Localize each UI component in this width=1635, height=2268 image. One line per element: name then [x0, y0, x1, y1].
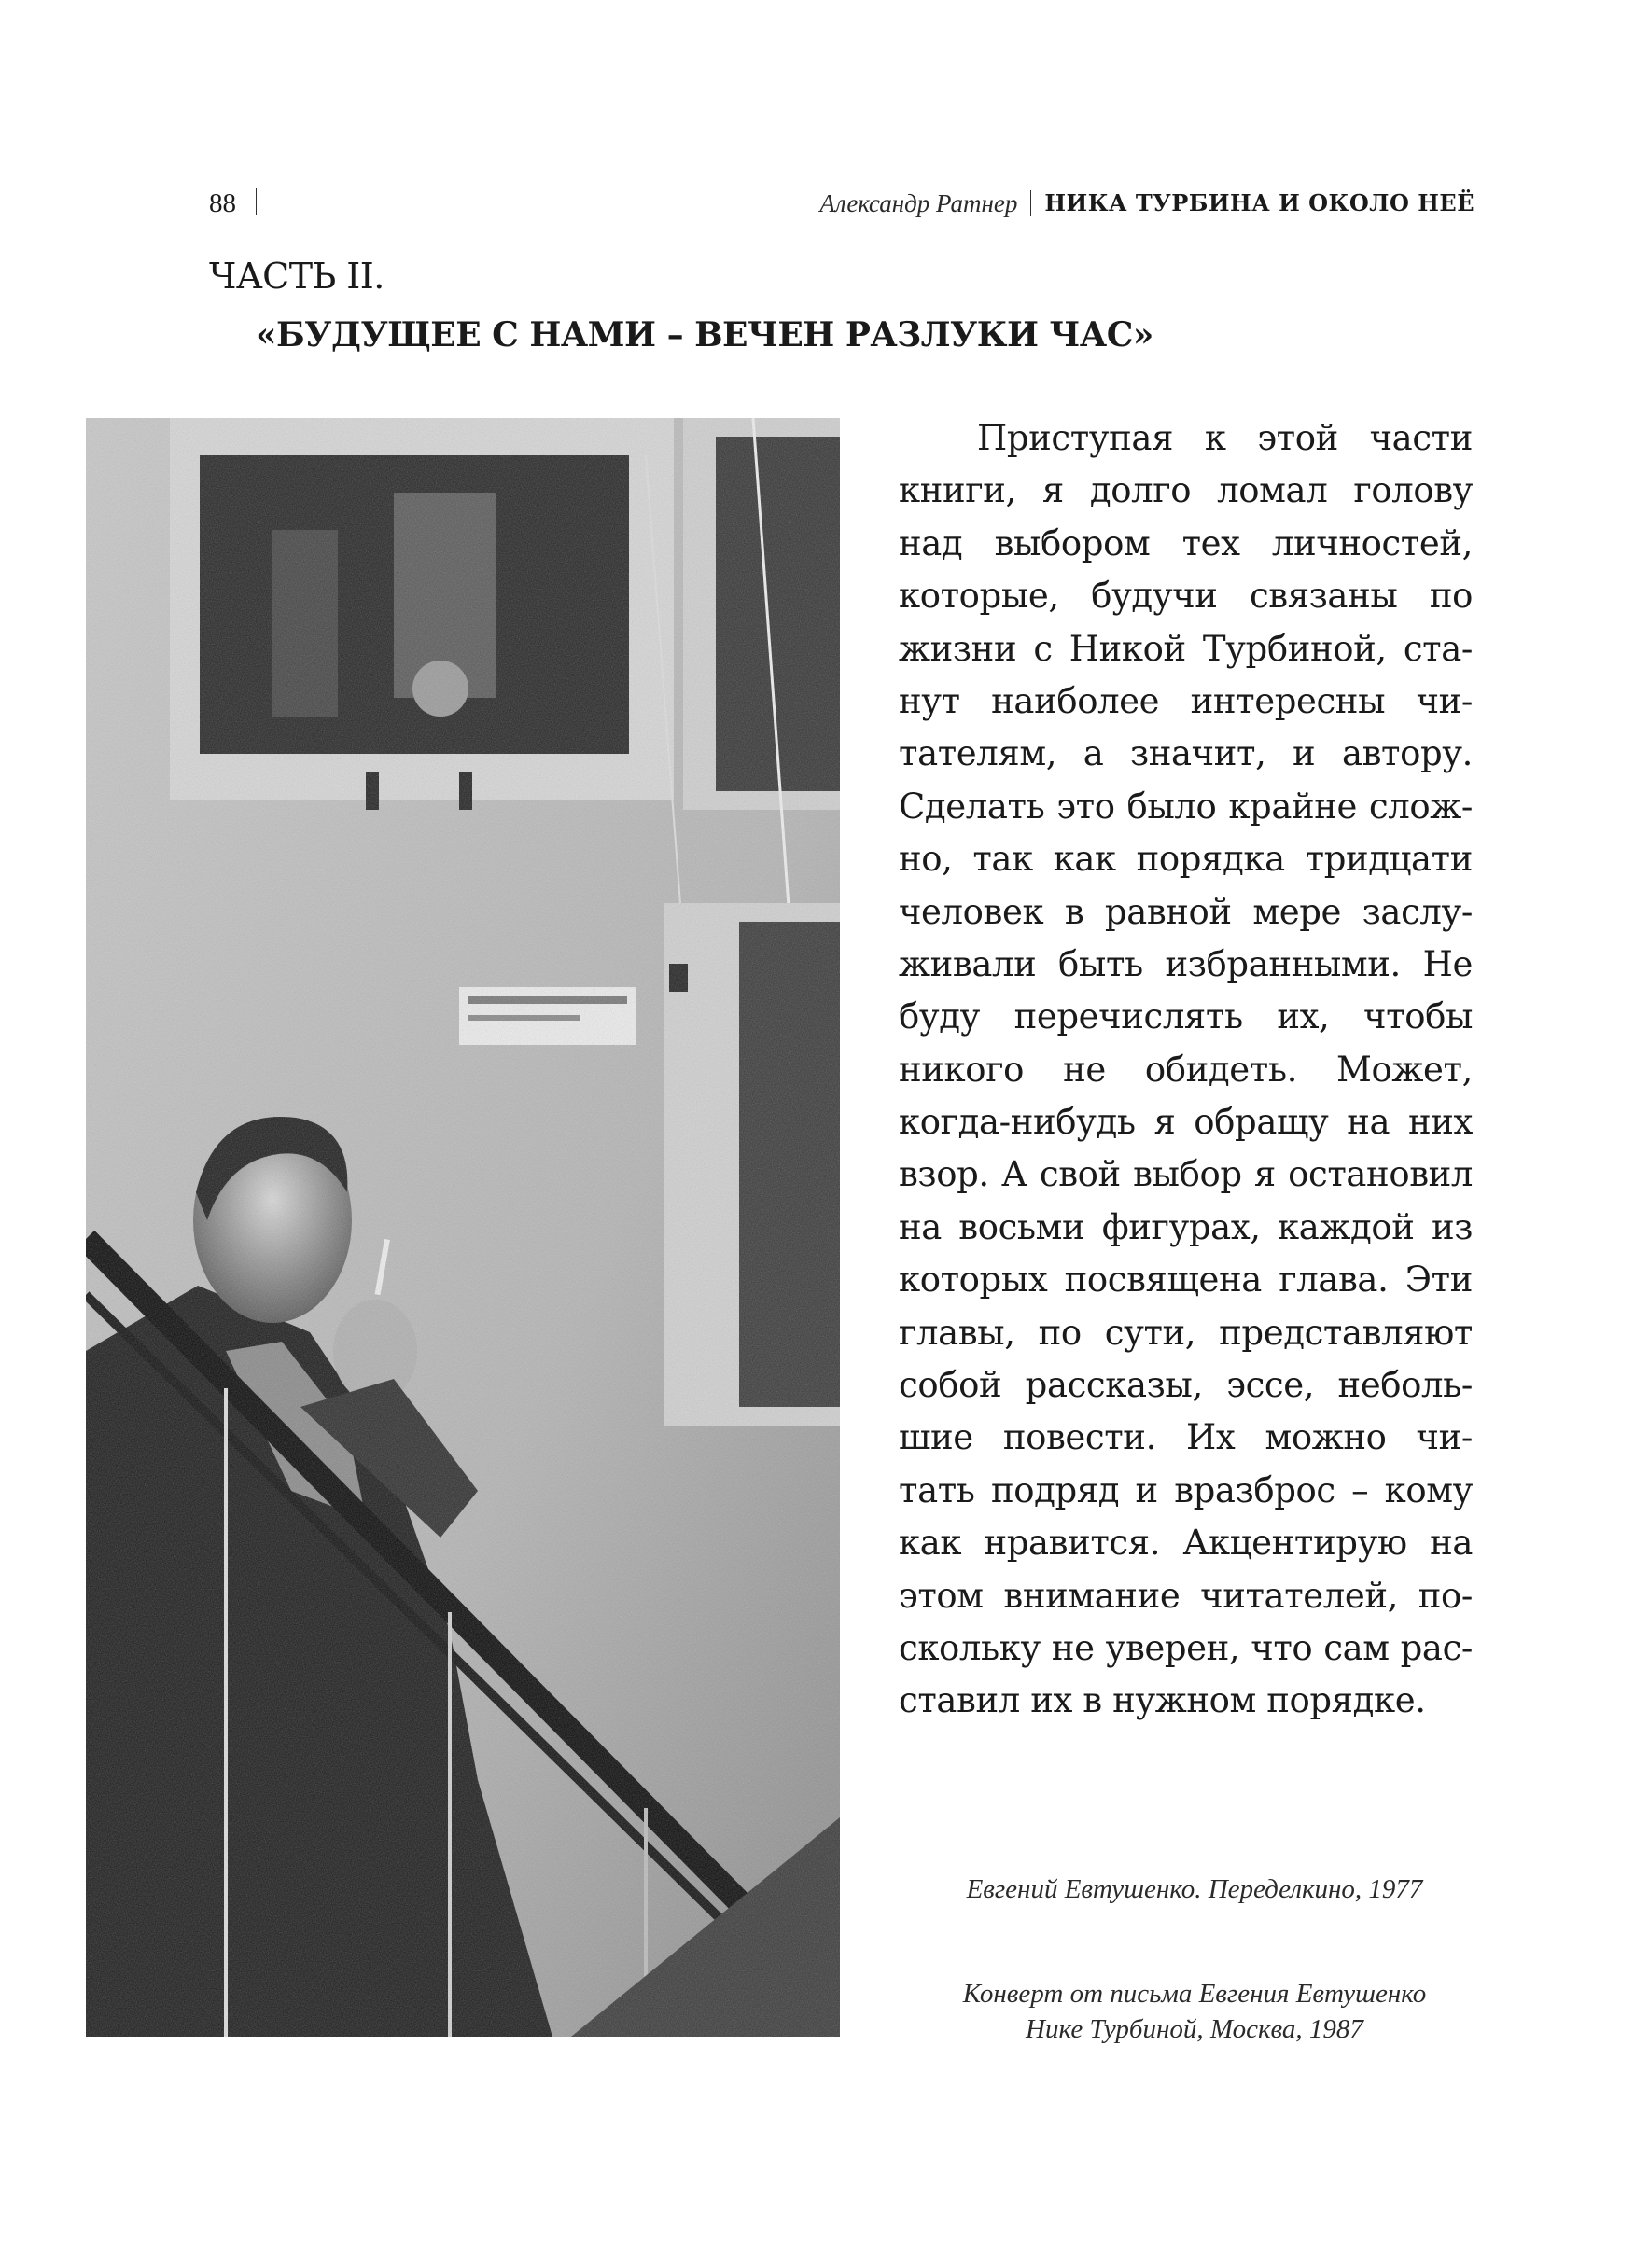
- part-title: ЧАСТЬ II.: [209, 256, 384, 297]
- body-line: книги, я долго ломал голову: [899, 470, 1473, 511]
- envelope-caption: [877, 1976, 1512, 2047]
- header-divider-right: [1030, 190, 1031, 216]
- envelope-caption-line: Конверт от письма Евгения Евтушенко: [962, 1979, 1427, 2009]
- body-line: когда-нибудь я обращу на них: [899, 1102, 1473, 1143]
- photo-illustration: [86, 418, 840, 2037]
- body-line: нут наиболее интересны чи-: [899, 680, 1473, 721]
- photo-yevtushenko: [86, 418, 840, 2037]
- body-line: скольку не уверен, что сам рас-: [899, 1627, 1473, 1668]
- body-line: Сделать это было крайне слож-: [899, 786, 1473, 827]
- body-line: жизни с Никой Турбиной, ста-: [899, 628, 1473, 669]
- body-line: которых посвящена глава. Эти: [899, 1259, 1473, 1301]
- body-line: собой рассказы, эссе, неболь-: [899, 1365, 1473, 1406]
- body-line: взор. А свой выбор я остановил: [899, 1154, 1473, 1195]
- body-line: Приступая к этой части: [977, 418, 1473, 458]
- body-line: живали быть избранными. Не: [899, 943, 1473, 984]
- body-line: тать подряд и вразброс – кому: [899, 1469, 1473, 1510]
- body-line: но, так как порядка тридцати: [899, 839, 1473, 880]
- page-number: 88: [209, 188, 236, 218]
- header-book-title: НИКА ТУРБИНА И ОКОЛО НЕЁ: [1044, 189, 1474, 216]
- body-line: тателям, а значит, и автору.: [899, 733, 1473, 774]
- photo-caption: Евгений Евтушенко. Переделкино, 1977: [966, 1874, 1423, 1904]
- body-line: человек в равной мере заслу-: [899, 891, 1473, 932]
- header-right: [819, 185, 1474, 222]
- body-line: шие повести. Их можно чи-: [899, 1417, 1473, 1458]
- body-line: как нравится. Акцентирую на: [899, 1523, 1473, 1564]
- body-line: этом внимание читателей, по-: [899, 1575, 1473, 1616]
- envelope-caption-line: Нике Турбиной, Москва, 1987: [1026, 2014, 1363, 2044]
- body-line: которые, будучи связаны по: [899, 576, 1473, 617]
- header-author: Александр Ратнер: [819, 189, 1018, 217]
- body-text: [899, 412, 1473, 1728]
- body-line: ставил их в нужном порядке.: [899, 1680, 1426, 1721]
- body-line: на восьми фигурах, каждой из: [899, 1206, 1473, 1247]
- body-line: буду перечислять их, чтобы: [899, 996, 1473, 1037]
- body-line: над выбором тех личностей,: [899, 522, 1473, 564]
- header-divider-left: [256, 188, 257, 215]
- running-head: [209, 185, 1474, 222]
- body-line: главы, по сути, представляют: [899, 1312, 1473, 1353]
- part-subtitle: «БУДУЩЕЕ С НАМИ – ВЕЧЕН РАЗЛУКИ ЧАС»: [256, 315, 1153, 355]
- body-line: никого не обидеть. Может,: [899, 1049, 1473, 1090]
